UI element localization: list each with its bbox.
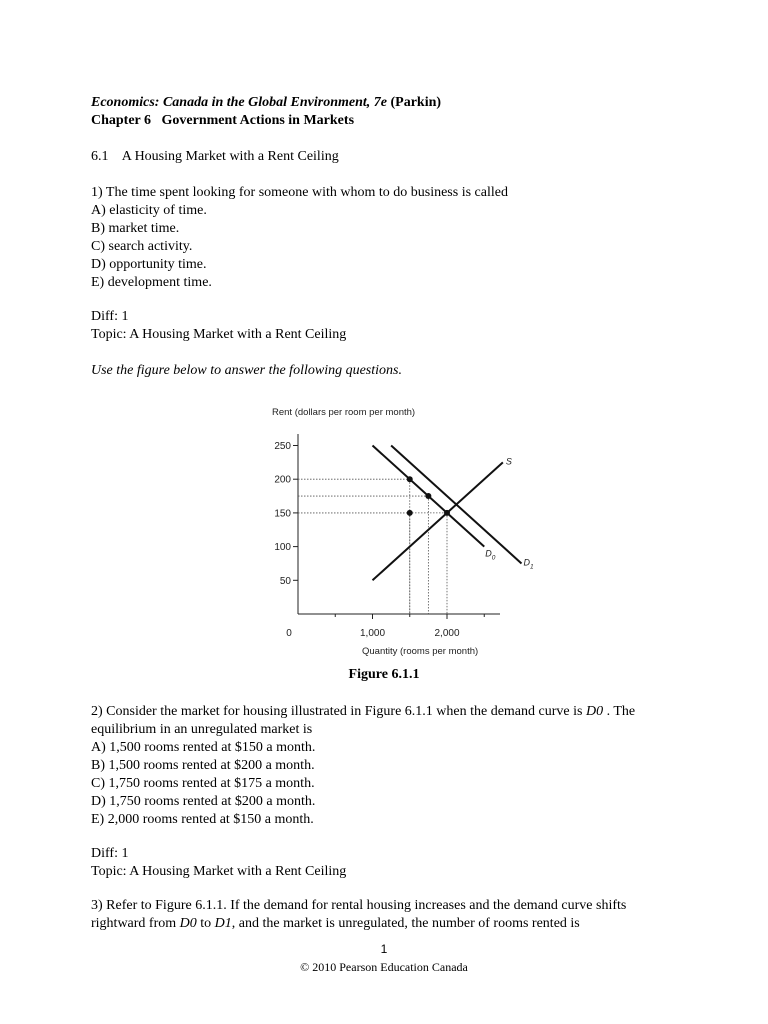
y-tick-label: 200 — [274, 474, 291, 486]
d0-subscript: 0 — [491, 554, 496, 562]
q2-option-b: B) 1,500 rooms rented at $200 a month. — [91, 758, 315, 773]
supply-label: S — [505, 456, 512, 467]
section-title: A Housing Market with a Rent Ceiling — [121, 149, 339, 164]
y-tick-label: 150 — [274, 508, 291, 520]
y-tick-label: 100 — [274, 542, 291, 554]
q3-stem-line2 — [91, 915, 580, 933]
q2-stem-variable: D0 — [585, 704, 604, 719]
q2-stem-text: 2) Consider the market for housing illustrated in Figure 6.1.1 when the demand curve is — [91, 704, 586, 719]
figure-instruction: Use the figure below to answer the following questions. — [91, 363, 402, 378]
curve-s — [373, 462, 503, 580]
q1-diff: Diff: 1 — [91, 309, 129, 324]
chapter-heading — [91, 112, 354, 130]
chapter-title: Government Actions in Markets — [161, 113, 355, 128]
q1-option-d: D) opportunity time. — [91, 257, 207, 272]
y-axis-label: Rent (dollars per room per month) — [272, 407, 416, 418]
section-number: 6.1 — [91, 149, 109, 164]
equilibrium-point — [425, 493, 431, 499]
q2-diff: Diff: 1 — [91, 846, 129, 861]
equilibrium-point — [407, 510, 413, 516]
equilibrium-point — [407, 476, 413, 482]
q2-option-a: A) 1,500 rooms rented at $150 a month. — [91, 740, 316, 755]
q2-stem-line1 — [91, 703, 635, 721]
d1-subscript: 1 — [530, 563, 534, 571]
page-number: 1 — [380, 942, 388, 956]
q2-option-c: C) 1,750 rooms rented at $175 a month. — [91, 776, 315, 791]
q1-option-b: B) market time. — [91, 221, 180, 236]
q1-stem: 1) The time spent looking for someone with whom to do business is called — [91, 185, 508, 200]
q3-text-c: , and the market is unregulated, the number of rooms rented is — [231, 916, 580, 931]
x-axis-label: Quantity (rooms per month) — [362, 646, 479, 657]
q3-var-d1: D1 — [214, 916, 232, 931]
d0-letter: D — [485, 548, 492, 559]
q3-stem-line1: 3) Refer to Figure 6.1.1. If the demand for rental housing increases and the demand curve shifts — [91, 898, 627, 913]
q2-topic: Topic: A Housing Market with a Rent Ceiling — [91, 864, 347, 879]
y-tick-label: 50 — [279, 575, 291, 587]
book-title-line — [91, 94, 441, 112]
q2-stem-tail: . The — [603, 704, 636, 719]
figure-6-1-1-chart — [262, 398, 534, 660]
x-tick-label: 2,000 — [434, 628, 460, 639]
q1-option-c: C) search activity. — [91, 239, 193, 254]
q1-option-e: E) development time. — [91, 275, 212, 290]
q3-text-b: to — [196, 916, 215, 931]
q2-stem-line2: equilibrium in an unregulated market is — [91, 722, 313, 737]
q3-text-a: rightward from — [91, 916, 180, 931]
y-tick-label: 250 — [274, 441, 291, 452]
q3-var-d0: D0 — [179, 916, 197, 931]
q2-option-e: E) 2,000 rooms rented at $150 a month. — [91, 812, 314, 827]
chapter-label: Chapter 6 — [91, 113, 152, 128]
q1-topic: Topic: A Housing Market with a Rent Ceiling — [91, 327, 347, 342]
x-tick-label: 0 — [286, 628, 292, 639]
demand-d1-label — [524, 557, 535, 570]
q1-option-a: A) elasticity of time. — [91, 203, 207, 218]
equilibrium-point — [444, 510, 450, 516]
figure-caption: Figure 6.1.1 — [348, 667, 420, 682]
section-heading — [91, 148, 339, 166]
copyright: © 2010 Pearson Education Canada — [300, 960, 468, 974]
book-title: Economics: Canada in the Global Environment, 7e — [91, 95, 387, 110]
book-author: (Parkin) — [390, 95, 442, 110]
demand-d0-label — [485, 549, 496, 562]
d1-letter: D — [523, 557, 530, 568]
q2-option-d: D) 1,750 rooms rented at $200 a month. — [91, 794, 316, 809]
x-tick-label: 1,000 — [359, 628, 386, 639]
